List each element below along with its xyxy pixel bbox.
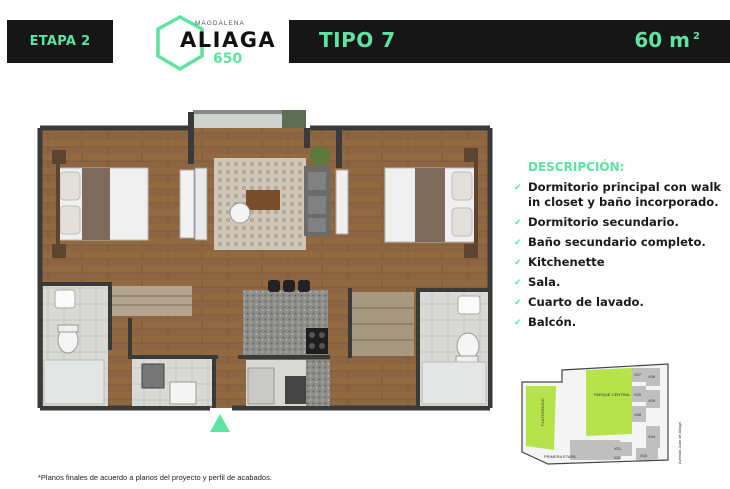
list-item: ✔ Balcón. (514, 315, 577, 329)
list-item: ✔ Kitchenette (514, 255, 605, 269)
description-panel (512, 160, 727, 335)
laundry-room (132, 359, 212, 406)
map-label: X02 (614, 455, 622, 460)
map-label: X01 (614, 446, 622, 451)
map-label: PLAYGROUND (540, 398, 545, 426)
map-label: X03 (640, 453, 648, 458)
check-icon: ✔ (514, 258, 522, 268)
check-icon: ✔ (514, 278, 522, 288)
map-label: X04 (648, 434, 656, 439)
central-park-zone (586, 368, 632, 436)
bathroom-secondary (420, 292, 488, 406)
map-label: X06 (648, 374, 656, 379)
map-label: X09 (648, 398, 656, 403)
list-item: ✔ Dormitorio principal con walk in closet y baño incorporado. (514, 180, 722, 209)
map-label: X07 (634, 372, 642, 377)
footnote: *Planos finales de acuerdo a planos del proyecto y perfil de acabados. (38, 473, 272, 482)
secondary-closet (352, 292, 414, 356)
list-item: ✔ Baño secundario completo. (514, 235, 706, 249)
logo-district: MAGDALENA (195, 20, 245, 27)
description-title: DESCRIPCIÓN: (528, 160, 625, 174)
check-icon: ✔ (514, 238, 522, 248)
list-item: ✔ Cuarto de lavado. (514, 295, 644, 309)
walk-in-closet (112, 286, 192, 316)
logo-wordmark: ALIAGA (180, 28, 277, 52)
map-label: PRIMERA ETAPA (544, 454, 576, 459)
list-item: ✔ Dormitorio secundario. (514, 215, 679, 229)
stage-text: ETAPA 2 (29, 34, 91, 49)
list-item: ✔ Sala. (514, 275, 561, 289)
unit-type: TIPO 7 (319, 28, 396, 52)
feature-list (512, 180, 727, 330)
map-label: X08 (634, 412, 642, 417)
kitchenette (243, 280, 330, 406)
map-label: PARQUE CENTRAL (594, 392, 631, 397)
map-label: Avenida Juan de Aliaga (677, 422, 682, 464)
entrance-arrow-icon (210, 414, 230, 432)
check-icon: ✔ (514, 183, 522, 193)
map-label: X05 (634, 392, 642, 397)
check-icon: ✔ (514, 218, 522, 228)
logo-number: 650 (213, 51, 243, 67)
bathroom-main (43, 286, 108, 406)
site-plan-map (500, 360, 700, 475)
check-icon: ✔ (514, 318, 522, 328)
check-icon: ✔ (514, 298, 522, 308)
unit-area: 60 m $^2$ (634, 28, 700, 52)
